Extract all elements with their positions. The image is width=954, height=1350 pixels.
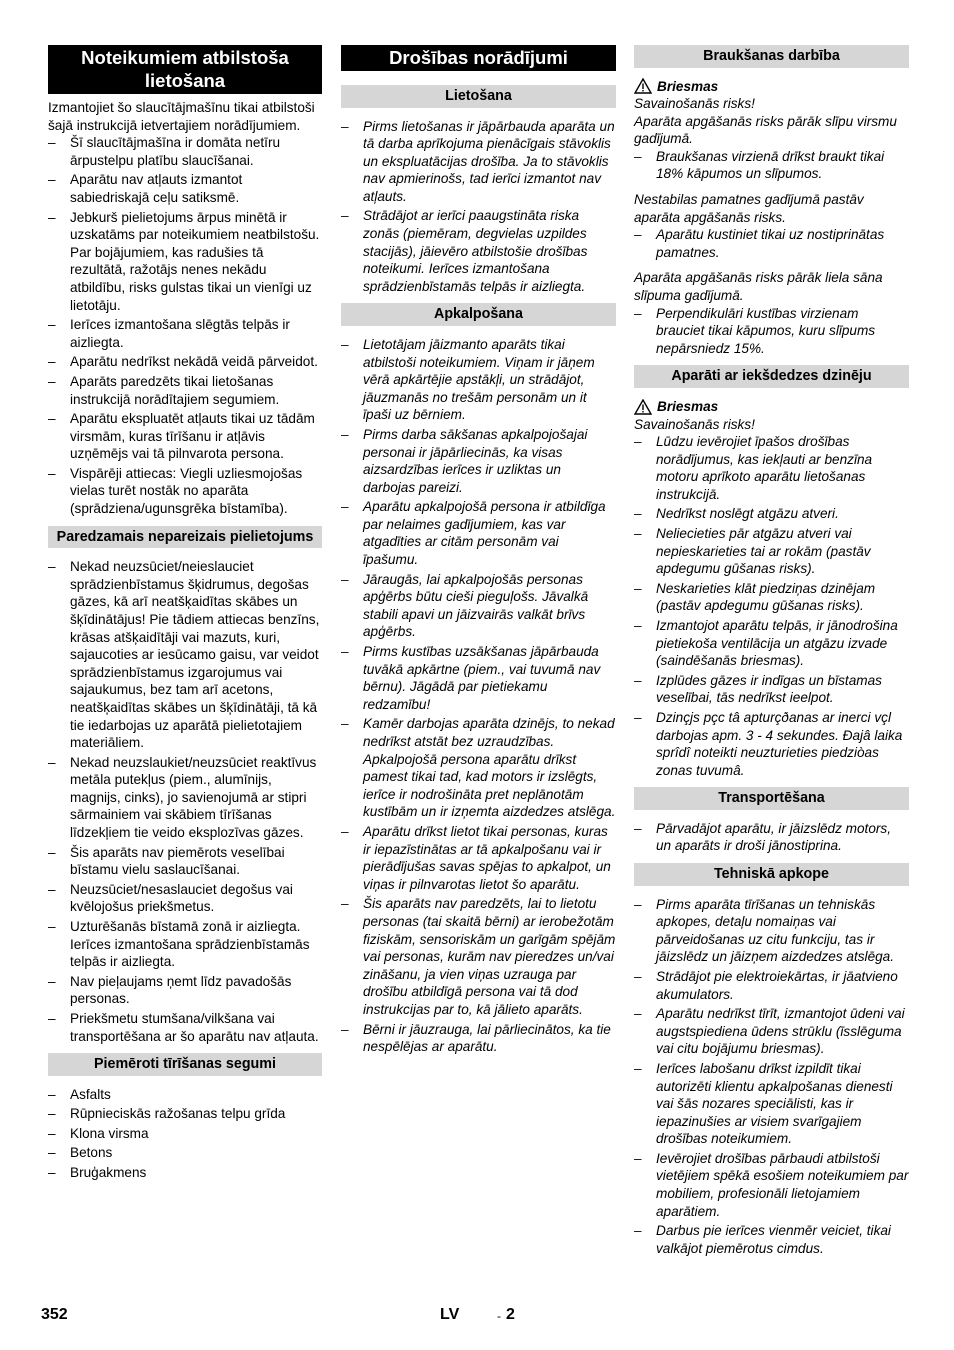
- list-item-text: Nekad neuzsūciet/neieslauciet sprādzienbīstamus šķidrumus, degošas gāzes, kā arī neatšķaidītas skābes un šķīdinātājus! Pie tādiem attiecas benzīns, krāsas atšķaidītāji vai mazuts, kuri, sajaucoties ar iesūcamo gaisu, var veidot sprādzienbīstamus izgarojumus vai sajaukumus, bez tam arī acetons, neatšķaidītas skābes un šķīdinātāji, tā kā tie iedarbojas uz aparātā pielietotajiem materiāliem.: [70, 559, 320, 751]
- list-item-text: Šis aparāts nav piemērots veselībai bīstamu vielu saslaucīšanai.: [70, 844, 285, 878]
- list-item-text: Ierīces izmantošana slēgtās telpās ir aizliegta.: [70, 317, 290, 350]
- dash-marker: –: [48, 373, 56, 389]
- list-item: – Perpendikulāri kustības virzienam brauciet tikai kāpumos, kuru slīpums nepārsniedz 15%.: [634, 305, 876, 356]
- dash-marker: –: [341, 716, 349, 732]
- list: [634, 148, 909, 183]
- list-item: [634, 433, 909, 503]
- section-title: Drošības norādījumi: [341, 45, 616, 71]
- dash-marker: –: [48, 135, 56, 151]
- dash-marker: –: [341, 1021, 349, 1037]
- list-item: [341, 1021, 616, 1056]
- list-item-text: Ierīces labošanu drīkst izpildīt tikai autorizēti klientu apkalpošanas dienesti vai šās nozares speciālisti, kas ir iepazinušies ar visiem svarīgajiem drošības noteikumiem.: [656, 1060, 893, 1147]
- list-item: [48, 465, 322, 518]
- dash-marker: –: [634, 618, 642, 634]
- list-item: [48, 410, 322, 463]
- list: [634, 433, 909, 779]
- dash-marker: –: [341, 208, 349, 224]
- dash-marker: –: [634, 434, 642, 450]
- list-item-text: Nedrīkst noslēgt atgāzu atveri.: [656, 506, 839, 522]
- list-item-text: Šis aparāts nav paredzēts, lai to lietotu personas (tai skaitā bērni) ar ierobežotām fiziskām, sensoriskām un garīgām spējām vai personas, kurām nav pieredzes un/vai zināšanu, ja vien viņas uzrauga par drošību atbildīgā persona vai tā dod instrukcijas par to, kā jālieto aparāts.: [363, 896, 616, 1017]
- list-item: [48, 1144, 322, 1162]
- dash-marker: –: [48, 559, 56, 575]
- page-number: 352: [41, 1306, 68, 1323]
- list-item: [48, 844, 322, 879]
- list-item: [634, 617, 909, 670]
- list-item: [48, 754, 322, 842]
- dash-marker: –: [341, 823, 349, 839]
- danger-label: Briesmas: [657, 398, 719, 414]
- dash-marker: –: [634, 580, 642, 596]
- danger-label: Briesmas: [657, 78, 719, 94]
- list-item-text: Asfalts: [70, 1086, 111, 1102]
- list-item: [48, 316, 322, 351]
- dash-marker: –: [634, 148, 642, 164]
- dash-marker: –: [48, 172, 56, 188]
- subsection-title: Piemēroti tīrīšanas segumi: [48, 1053, 322, 1076]
- column-2: [341, 45, 616, 1064]
- warning-triangle-icon: [634, 399, 652, 415]
- list-item: [634, 525, 909, 578]
- list-item: [341, 336, 616, 424]
- list-item-text: Ievērojiet drošības pārbaudi atbilstoši vietējiem spēkā esošiem noteikumiem par mobiliem, profesionāli lietojamiem aparātiem.: [656, 1150, 909, 1219]
- dash-marker: –: [48, 1086, 56, 1102]
- list-item: [48, 1086, 322, 1104]
- list: [634, 226, 909, 261]
- dash-marker: –: [341, 336, 349, 352]
- list-item-text: Betons: [70, 1145, 113, 1161]
- dash-marker: –: [48, 881, 56, 897]
- footer-separator: -: [497, 1309, 501, 1323]
- dash-marker: –: [48, 1011, 56, 1026]
- list-item: [341, 426, 616, 496]
- dash-marker: –: [341, 896, 349, 912]
- subsection-title: Tehniskā apkope: [634, 863, 909, 886]
- list-item-text: Pirms lietošanas ir jāpārbauda aparāta un tā darba aprīkojuma pienācīgais stāvoklis un ekspluatācijas drošība. Ja to stāvoklis nav apmierinošs, tad ierīci izmantot nav atļauts.: [363, 118, 615, 204]
- dash-marker: –: [48, 465, 56, 481]
- list-item: [634, 1222, 909, 1257]
- list-item: [48, 171, 322, 206]
- list-item: [341, 643, 616, 713]
- dash-marker: –: [634, 968, 642, 984]
- list-item: [48, 918, 322, 971]
- list-item-text: Neuzsūciet/nesaslauciet degošus vai kvēlojošus priekšmetus.: [70, 881, 293, 915]
- dash-marker: –: [48, 317, 56, 333]
- list-item-text: Lūdzu ievērojiet īpašos drošības norādījumus, kas iekļauti ar benzīna motoru aprīkoto aparātu lietošanas instrukcijā.: [656, 434, 873, 502]
- list-item-text: Nekad neuzslaukiet/neuzsūciet reaktīvus metāla putekļus (piem., alumīnijs, magnijs, cinks), jo savienojumā ar stipri sārmainiem vai skābiem tīrīšanas līdzekļiem tie veido eksplozīvas gāzes.: [70, 754, 317, 841]
- list-item-text: Bruģakmens: [70, 1165, 147, 1181]
- dash-marker: –: [634, 227, 642, 243]
- list-item: [48, 1164, 322, 1182]
- list-item-text: Pārvadājot aparātu, ir jāizslēdz motors, un aparāts ir droši jānostiprina.: [656, 820, 891, 854]
- list-item: [48, 1010, 322, 1045]
- list-item-text: Nav pieļaujams ņemt līdz pavadošās personas.: [70, 973, 292, 1007]
- list-item: [48, 353, 322, 371]
- dash-marker: –: [48, 411, 56, 427]
- list-item: [634, 1060, 909, 1148]
- list-item: [48, 373, 322, 408]
- list: [341, 118, 616, 296]
- dash-marker: –: [634, 506, 642, 522]
- dash-marker: –: [634, 672, 642, 688]
- list-item-text: Aparātu apkalpojošā persona ir atbildīga par nelaimes gadījumiem, kas var atgadīties ar citām personām vai īpašumu.: [363, 499, 606, 568]
- subsection-title: Paredzamais nepareizais pielietojums: [48, 526, 322, 549]
- section-title: Noteikumiem atbilstoša lietošana: [48, 45, 322, 94]
- list-item-text: Kamēr darbojas aparāta dzinējs, to nekad nedrīkst atstāt bez uzraudzības. Apkalpojošā persona aparātu drīkst pamest tikai tad, kad motors ir izslēgts, ierīce ir nodrošināta pret neplānotām kustībām un ir izņemta aizdedzes atslēga.: [363, 716, 616, 820]
- list-item-text: Aparātu ekspluatēt atļauts tikai uz tādām virsmām, kuras tīrīšanu ir atļāvis uzņēmējs vai tā pilnvarota persona.: [70, 411, 315, 462]
- list-item: [48, 209, 322, 315]
- dash-marker: –: [48, 973, 56, 989]
- side-slope-text: Aparāta apgāšanās risks pārāk liela sāna slīpuma gadījumā.: [634, 270, 883, 304]
- dash-marker: –: [48, 1125, 56, 1141]
- list-item: [634, 505, 909, 523]
- list-item: [341, 571, 616, 641]
- list-item: [634, 1005, 909, 1058]
- list-item-text: Strādājot ar ierīci paaugstināta riska zonās (piemēram, degvielas uzpildes stacijās), jāievēro atbilstošie drošības noteikumi. Ierīces izmantošana sprādzienbīstamās telpās ir aizliegta.: [363, 208, 588, 294]
- danger-heading: [634, 78, 909, 96]
- dash-marker: –: [48, 1145, 56, 1161]
- list-item: – Aparātu kustiniet tikai uz nostiprinātas pamatnes.: [634, 227, 885, 260]
- dash-marker: –: [634, 1006, 642, 1022]
- list-item: [341, 118, 616, 206]
- list: [341, 336, 616, 1056]
- list-item-text: Pirms darba sākšanas apkalpojošajai personai ir jāpārliecinās, ka visas aizsardzības ierīces ir uzliktas un darbojas pareizi.: [363, 426, 588, 495]
- list-item: [48, 1105, 322, 1123]
- dash-marker: –: [48, 754, 56, 770]
- subsection-title: Lietošana: [341, 85, 616, 108]
- list-item-text: Aparātu drīkst lietot tikai personas, kuras ir iepazīstinātas ar tā apkalpošanu vai ir pierādījušas savas spējas to apkalpot, un viņas ir pilnvarotas lietot šo aparātu.: [363, 823, 611, 892]
- list: [634, 820, 909, 855]
- list-item-text: Darbus pie ierīces vienmēr veiciet, tikai valkājot piemērotus cimdus.: [656, 1223, 891, 1256]
- language-code: LV: [440, 1306, 460, 1323]
- list-item: – Braukšanas virzienā drīkst braukt tikai 18% kāpumos un slīpumos.: [634, 148, 885, 182]
- dash-marker: –: [48, 919, 56, 935]
- list: [634, 305, 909, 358]
- list-item: [634, 580, 909, 615]
- list-item-text: Lietotājam jāizmanto aparāts tikai atbilstoši noteikumiem. Viņam ir jāņem vērā apkārtējie apstākļi, un strādājot, jāuzmanās no trešām personām un it īpaši uz bērniem.: [363, 336, 595, 423]
- list-item: [48, 1125, 322, 1143]
- subsection-title: Aparāti ar iekšdedzes dzinēju: [634, 365, 909, 388]
- dash-marker: –: [634, 820, 642, 836]
- list-item-text: Dzinçjs pçc tâ apturçðanas ar inerci vçl darbojas apm. 3 - 4 sekundes. Ðajâ laika sprîdî noteikti neuzturieties piedziòas zonas tuvumâ.: [656, 710, 903, 778]
- list-item-text: Strādājot pie elektroiekārtas, ir jāatvieno akumulators.: [656, 968, 898, 1002]
- list-item: [48, 973, 322, 1008]
- list-item-text: Šī slaucītājmašīna ir domāta netīru ārpustelpu platību slaucīšanai.: [70, 135, 281, 168]
- list-item-text: Aparātu nedrīkst tīrīt, izmantojot ūdeni vai augstspiediena ūdens strūklu (īsslēguma vai citu bojājumu briesmas).: [656, 1006, 905, 1057]
- list: [48, 558, 322, 1045]
- dash-marker: –: [48, 1165, 56, 1181]
- dash-marker: –: [341, 426, 349, 442]
- list-item: [634, 1150, 909, 1220]
- list-item-text: Jāraugās, lai apkalpojošās personas apģērbs būtu cieši pieguļošs. Jāvalkā stabili apavi un jāizvairās valkāt brīvs apģērbs.: [363, 571, 589, 640]
- dash-marker: –: [48, 354, 56, 370]
- list-item-text: Pirms aparāta tīrīšanas un tehniskās apkopes, detaļu nomaiņas vai pārveidošanas uz citu funkciju, tas ir jāizslēdz un jāizņem aizdedzes atslēga.: [656, 896, 895, 965]
- list-item-text: Pirms kustības uzsākšanas jāpārbauda tuvākā apkārtne (piem., vai tuvumā nav bērnu). Jāgādā par pietiekamu redzamību!: [363, 644, 601, 712]
- dash-marker: –: [341, 499, 349, 515]
- dash-marker: –: [634, 305, 642, 321]
- list: [634, 896, 909, 1258]
- list-item-text: Vispārēji attiecas: Viegli uzliesmojošas vielas turēt nostāk no aparāta (sprādziena/ugunsgrēka bīstamība).: [70, 465, 303, 517]
- dash-marker: –: [634, 896, 642, 912]
- dash-marker: –: [341, 571, 349, 587]
- subsection-title: Transportēšana: [634, 787, 909, 810]
- risk-text: Savainošanās risks!: [634, 416, 755, 432]
- dash-marker: –: [48, 1106, 56, 1122]
- dash-marker: –: [48, 844, 56, 860]
- list-item: [634, 896, 909, 966]
- dash-marker: –: [634, 1150, 642, 1166]
- list-item: [634, 968, 909, 1003]
- list-item-text: Uzturēšanās bīstamā zonā ir aizliegta. Ierīces izmantošana sprādzienbīstamās telpās ir aizliegta.: [70, 919, 310, 970]
- list-item-text: Rūpnieciskās ražošanas telpu grīda: [70, 1106, 286, 1122]
- dash-marker: –: [634, 1060, 642, 1076]
- list-item: [341, 207, 616, 295]
- column-3: [634, 45, 909, 1265]
- subsection-title: Apkalpošana: [341, 303, 616, 326]
- list-item-text: Priekšmetu stumšana/vilkšana vai transportēšana ar šo aparātu nav atļauta.: [70, 1011, 319, 1044]
- list-item: [341, 895, 616, 1018]
- column-1: [48, 45, 322, 1190]
- list-item-text: Klona virsma: [70, 1125, 149, 1141]
- list-item-text: Izmantojot aparātu telpās, ir jānodrošina pietiekoša ventilācija un atgāzu izvade (saindēšanās briesmas).: [656, 618, 898, 669]
- warning-triangle-icon: [634, 78, 652, 94]
- dash-marker: –: [634, 1223, 642, 1239]
- list: [48, 134, 322, 517]
- subsection-title: Braukšanas darbība: [634, 45, 909, 68]
- list: [48, 1086, 322, 1182]
- dash-marker: –: [341, 644, 349, 660]
- list-item: [634, 709, 909, 779]
- list-item: [341, 715, 616, 821]
- list-item: [341, 823, 616, 893]
- slope-text: Aparāta apgāšanās risks pārāk slīpu virsmu gadījumā.: [634, 113, 897, 147]
- list-item: [48, 558, 322, 752]
- list-item: [634, 820, 909, 855]
- list-item-text: Aparātu nedrīkst nekādā veidā pārveidot.: [70, 354, 318, 370]
- list-item-text: Aparāts paredzēts tikai lietošanas instrukcijā norādītajiem segumiem.: [70, 373, 280, 407]
- unstable-text: Nestabilas pamatnes gadījumā pastāv aparāta apgāšanās risks.: [634, 192, 864, 225]
- dash-marker: –: [634, 526, 642, 542]
- section-number: 2: [506, 1306, 515, 1323]
- intro-text: Izmantojiet šo slaucītājmašīnu tikai atbilstoši šajā instrukcijā ietvertajiem norādījumiem.: [48, 100, 315, 133]
- list-item-text: Neskarieties klāt piedziņas dzinējam (pastāv apdegumu gūšanas risks).: [656, 580, 876, 614]
- dash-marker: –: [634, 710, 642, 725]
- list-item: [341, 498, 616, 568]
- list-item: [48, 134, 322, 169]
- list-item-text: Izplūdes gāzes ir indīgas un bīstamas veselībai, tās nedrīkst ieelpot.: [656, 672, 882, 706]
- dash-marker: –: [48, 209, 56, 225]
- danger-heading: [634, 398, 909, 416]
- list-item: [634, 672, 909, 707]
- risk-text: Savainošanās risks!: [634, 96, 755, 112]
- list-item-text: Aparātu nav atļauts izmantot sabiedriskajā ceļu satiksmē.: [70, 172, 243, 205]
- list-item-text: Neliecieties pār atgāzu atveri vai nepieskarieties tai ar rokām (pastāv apdegumu gūšanas risks).: [656, 526, 871, 577]
- list-item: [48, 881, 322, 916]
- list-item-text: Bērni ir jāuzrauga, lai pārliecinātos, ka tie nespēlējas ar aparātu.: [363, 1021, 611, 1055]
- dash-marker: –: [341, 118, 349, 134]
- list-item-text: Jebkurš pielietojums ārpus minētā ir uzskatāms par noteikumiem neatbilstošu. Par bojājumiem, kas radušies tā rezultātā, ražotājs nenes nekādu atbildību, risks gulstas tikai un vienīgi uz lietotāju.: [70, 209, 320, 313]
